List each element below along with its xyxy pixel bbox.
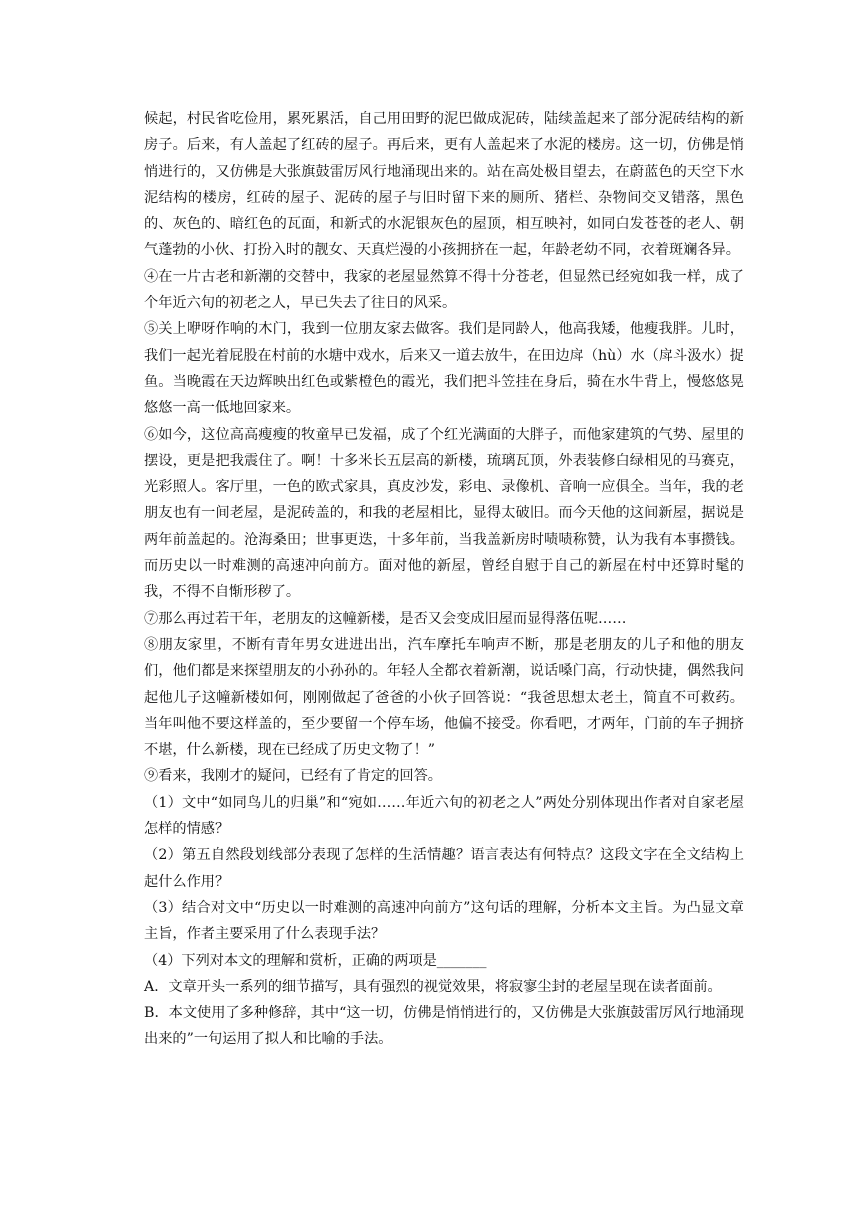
option-a: A．文章开头一系列的细节描写，具有强烈的视觉效果，将寂寥尘封的老屋呈现在读者面前。 — [144, 978, 722, 995]
paragraph-4: ④在一片古老和新潮的交替中，我家的老屋显然算不得十分苍老，但显然已经宛如我一样，成了个年近六旬的初老之人，早已失去了往日的风采。 — [144, 268, 744, 312]
paragraph-9: ⑨看来，我刚才的疑问，已经有了肯定的回答。 — [144, 768, 442, 785]
option-b: B．本文使用了多种修辞，其中“这一切，仿佛是悄悄进行的，又仿佛是大张旗鼓雷厉风行地涌现出来的”一句运用了拟人和比喻的手法。 — [144, 1005, 744, 1048]
question-4: （4）下列对本文的理解和赏析，正确的两项是_______ — [144, 952, 487, 969]
question-1: （1）文中“如同鸟儿的归巢”和“宛如……年近六旬的初老之人”两处分别体现出作者对自家老屋怎样的情感？ — [144, 794, 744, 838]
paragraph-continuation: 候起，村民省吃俭用，累死累活，自己用田野的泥巴做成泥砖，陆续盖起来了部分泥砖结构的新房子。后来，有人盖起了红砖的屋子。再后来，更有人盖起来了水泥的楼房。这一切，仿佛是悄悄进行的，又仿佛是大张旗鼓雷厉风行地涌现出来的。站在高处极目望去，在蔚蓝色的天空下水泥结构的楼房，红砖的屋子、泥砖的屋子与旧时留下来的厕所、猪栏、杂物间交叉错落，黑色的、灰色的、暗红色的瓦面，和新式的水泥银灰色的屋顶，相互映衬，如同白发苍苍的老人、朝气蓬勃的小伙、打扮入时的靓女、天真烂漫的小孩拥挤在一起，年龄老幼不同，衣着斑斓各异。 — [144, 111, 744, 259]
question-3: （3）结合对文中“历史以一时难测的高速冲向前方”这句话的理解，分析本文主旨。为凸显文章主旨，作者主要采用了什么表现手法？ — [144, 899, 744, 943]
paragraph-8: ⑧朋友家里，不断有青年男女进进出出，汽车摩托车响声不断，那是老朋友的儿子和他的朋友们，他们都是来探望朋友的小孙孙的。年轻人全都衣着新潮，说话嗓门高，行动快捷，偶然我问起他儿子这幢新楼如何，刚刚做起了爸爸的小伙子回答说：“我爸思想太老土，简直不可救药。当年叫他不要这样盖的，至少要留一个停车场，他偏不接受。你看吧，才两年，门前的车子拥挤不堪，什么新楼，现在已经成了历史文物了！” — [144, 636, 744, 759]
paragraph-7: ⑦那么再过若干年，老朋友的这幢新楼，是否又会变成旧屋而显得落伍呢…… — [144, 610, 627, 627]
document-body — [144, 106, 744, 1053]
question-2: （2）第五自然段划线部分表现了怎样的生活情趣？语言表达有何特点？这段文字在全文结构上起什么作用？ — [144, 847, 744, 890]
paragraph-5: ⑤关上咿呀作响的木门，我到一位朋友家去做客。我们是同龄人，他高我矮，他瘦我胖。儿时，我们一起光着屁股在村前的水塘中戏水，后来又一道去放牛，在田边戽（hù）水（戽斗汲水）捉鱼。当晚霞在天边辉映出红色或紫橙色的霞光，我们把斗笠挂在身后，骑在水牛背上，慢悠悠晃悠悠一高一低地回家来。 — [144, 321, 744, 417]
paragraph-6: ⑥如今，这位高高瘦瘦的牧童早已发福，成了个红光满面的大胖子，而他家建筑的气势、屋里的摆设，更是把我震住了。啊！十多米长五层高的新楼，琉璃瓦顶，外表装修白绿相见的马赛克，光彩照人。客厅里，一色的欧式家具，真皮沙发，彩电、录像机、音响一应俱全。当年，我的老朋友也有一间老屋，是泥砖盖的，和我的老屋相比，显得太破旧。而今天他的这间新屋，据说是两年前盖起的。沧海桑田；世事更迭，十多年前，当我盖新房时啧啧称赞，认为我有本事攒钱。而历史以一时难测的高速冲向前方。面对他的新屋，曾经自慰于自己的新屋在村中还算时髦的我，不得不自惭形秽了。 — [144, 426, 744, 601]
